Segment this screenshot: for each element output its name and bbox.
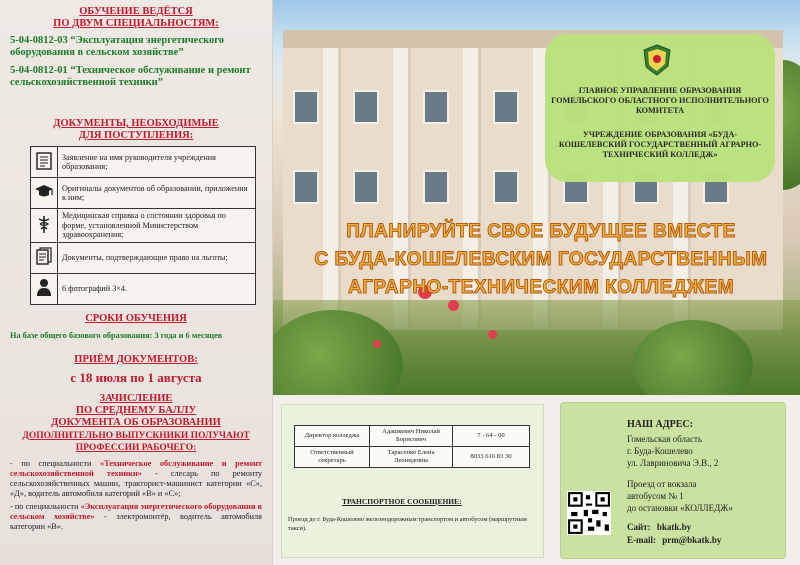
route-line-2: автобусом № 1 xyxy=(627,491,684,501)
contacts-panel xyxy=(281,404,544,558)
graduates-item-1-prefix: - по специальности xyxy=(10,459,92,468)
graduates-item-2 xyxy=(10,502,262,532)
enrollment-title-3: ДОКУМЕНТА ОБ ОБРАЗОВАНИИ xyxy=(51,417,221,428)
admission-dates: с 18 июля по 1 августа xyxy=(70,370,202,385)
admission-title: ПРИЁМ ДОКУМЕНТОВ: xyxy=(74,354,198,365)
contact-phone: 7 - 64 - 00 xyxy=(453,426,530,447)
ministry-name: ГЛАВНОЕ УПРАВЛЕНИЕ ОБРАЗОВАНИЯ ГОМЕЛЬСКОГО ОБЛАСТНОГО ИСПОЛНИТЕЛЬНОГО КОМИТЕТА xyxy=(551,86,769,115)
education-section xyxy=(10,6,262,89)
graduate-cap-icon xyxy=(31,178,58,209)
website-line xyxy=(627,522,691,533)
table-row xyxy=(295,447,530,468)
table-row xyxy=(31,242,256,273)
medical-caduceus-icon xyxy=(31,209,58,243)
document-text: Медицинская справка о состоянии здоровья по форме, установленной Министерством здравоохранения; xyxy=(58,209,256,243)
slogan xyxy=(296,218,786,302)
specialty-2: 5-04-0812-01 “Техническое обслуживание и ремонт сельскохозяйственной техники” xyxy=(10,65,251,88)
qr-code-icon[interactable] xyxy=(567,491,611,535)
graduates-item-1-specialty: «Техническое обслуживание и ремонт сельскохозяйственной техники» xyxy=(10,459,262,478)
table-row xyxy=(31,273,256,304)
transport-text: Проезд до г. Буда-Кошелево железнодорожным транспортом и автобусом (маршрутным такси). xyxy=(288,516,527,532)
documents-table xyxy=(30,146,256,305)
photo-flower xyxy=(373,340,381,348)
graduates-item-2-prefix: - по специальности xyxy=(10,502,79,511)
education-title-1: ОБУЧЕНИЕ ВЕДЁТСЯ xyxy=(79,6,193,17)
contact-role: Ответственный секретарь xyxy=(295,447,370,468)
slogan-line-3: АГРАРНО-ТЕХНИЧЕСКИМ КОЛЛЕДЖЕМ xyxy=(347,277,735,298)
document-text: Оригиналы документов об образовании, приложения к ним; xyxy=(58,178,256,209)
address-title: НАШ АДРЕС: xyxy=(627,419,693,430)
graduates-item-2-specialty: «Эксплуатация энергетического оборудования в сельском хозяйстве» xyxy=(10,502,262,521)
website-label: Сайт: xyxy=(627,522,651,532)
website-link[interactable]: bkatk.by xyxy=(656,522,692,532)
admission-section xyxy=(10,354,262,385)
email-label: E-mail: xyxy=(627,535,656,545)
address-line-2: г. Буда-Кошелево xyxy=(627,446,693,456)
documents-title-2: ДЛЯ ПОСТУПЛЕНИЯ: xyxy=(78,130,194,141)
contact-phone: 8033 616 83 30 xyxy=(453,447,530,468)
education-title-2: ПО ДВУМ СПЕЦИАЛЬНОСТЯМ: xyxy=(53,18,219,29)
slogan-line-2: С БУДА-КОШЕЛЕВСКИМ ГОСУДАРСТВЕННЫМ xyxy=(314,249,768,270)
enrollment-title-2: ПО СРЕДНЕМУ БАЛЛУ xyxy=(75,405,197,416)
table-row xyxy=(295,426,530,447)
route-line-3: до остановки «КОЛЛЕДЖ» xyxy=(627,503,733,513)
contacts-table xyxy=(294,425,530,468)
graduates-section xyxy=(10,430,262,532)
table-row xyxy=(31,209,256,243)
document-text: Документы, подтверждающие право на льготы; xyxy=(58,242,256,273)
address-line-3: ул. Лавриновича Э.В., 2 xyxy=(627,458,719,468)
enrollment-title-1: ЗАЧИСЛЕНИЕ xyxy=(99,393,173,404)
person-photo-icon xyxy=(31,273,58,304)
table-row xyxy=(31,178,256,209)
terms-text: На базе общего базового образования: 3 года и 6 месяцев xyxy=(10,331,223,340)
graduates-item-2-text: - электромонтёр, водитель автомобиля категории «В». xyxy=(10,512,262,531)
institution-name: УЧРЕЖДЕНИЕ ОБРАЗОВАНИЯ «БУДА-КОШЕЛЕВСКИЙ ГОСУДАРСТВЕННЫЙ АГРАРНО-ТЕХНИЧЕСКИЙ КОЛЛЕДЖ» xyxy=(558,130,762,159)
photo-flower xyxy=(488,330,497,339)
contact-role: Директор колледжа xyxy=(295,426,370,447)
route-line-1: Проезд от вокзала xyxy=(627,479,697,489)
institution-header xyxy=(545,34,775,182)
documents-title-1: ДОКУМЕНТЫ, НЕОБХОДИМЫЕ xyxy=(53,118,219,129)
college-emblem-icon xyxy=(641,44,673,76)
graduates-title-1: ДОПОЛНИТЕЛЬНО ВЫПУСКНИКИ ПОЛУЧАЮТ xyxy=(22,431,250,441)
document-text: Заявление на имя руководителя учреждения образования; xyxy=(58,147,256,178)
contact-name: Адашкевич Николай Борисович xyxy=(370,426,453,447)
address-line-1: Гомельская область xyxy=(627,434,703,444)
graduates-item-1-text: - слесарь по ремонту сельскохозяйственных машин, тракторист-машинист категории «С», «Д», водитель автомобиля категорий «В» и «С»; xyxy=(10,469,262,498)
document-stack-icon xyxy=(31,242,58,273)
email-line xyxy=(627,535,721,546)
transport-title: ТРАНСПОРТНОЕ СООБЩЕНИЕ: xyxy=(342,497,462,506)
enrollment-section xyxy=(10,393,262,429)
terms-section xyxy=(10,313,262,341)
document-text: 6 фотографий 3×4. xyxy=(58,273,256,304)
terms-title: СРОКИ ОБУЧЕНИЯ xyxy=(85,313,187,324)
specialty-1: 5-04-0812-03 “Эксплуатация энергетического оборудования в сельском хозяйстве” xyxy=(10,35,225,58)
left-info-column xyxy=(0,0,273,565)
graduates-item-1 xyxy=(10,459,262,499)
contact-name: Тарасенко Елена Леонидовна xyxy=(370,447,453,468)
address-panel xyxy=(560,402,786,559)
slogan-line-1: ПЛАНИРУЙТЕ СВОЕ БУДУЩЕЕ ВМЕСТЕ xyxy=(346,221,736,242)
graduates-title-2: ПРОФЕССИИ РАБОЧЕГО: xyxy=(75,443,197,453)
table-row xyxy=(31,147,256,178)
application-form-icon xyxy=(31,147,58,178)
email-link[interactable]: prm@bkatk.by xyxy=(662,535,722,545)
documents-title xyxy=(10,118,262,142)
